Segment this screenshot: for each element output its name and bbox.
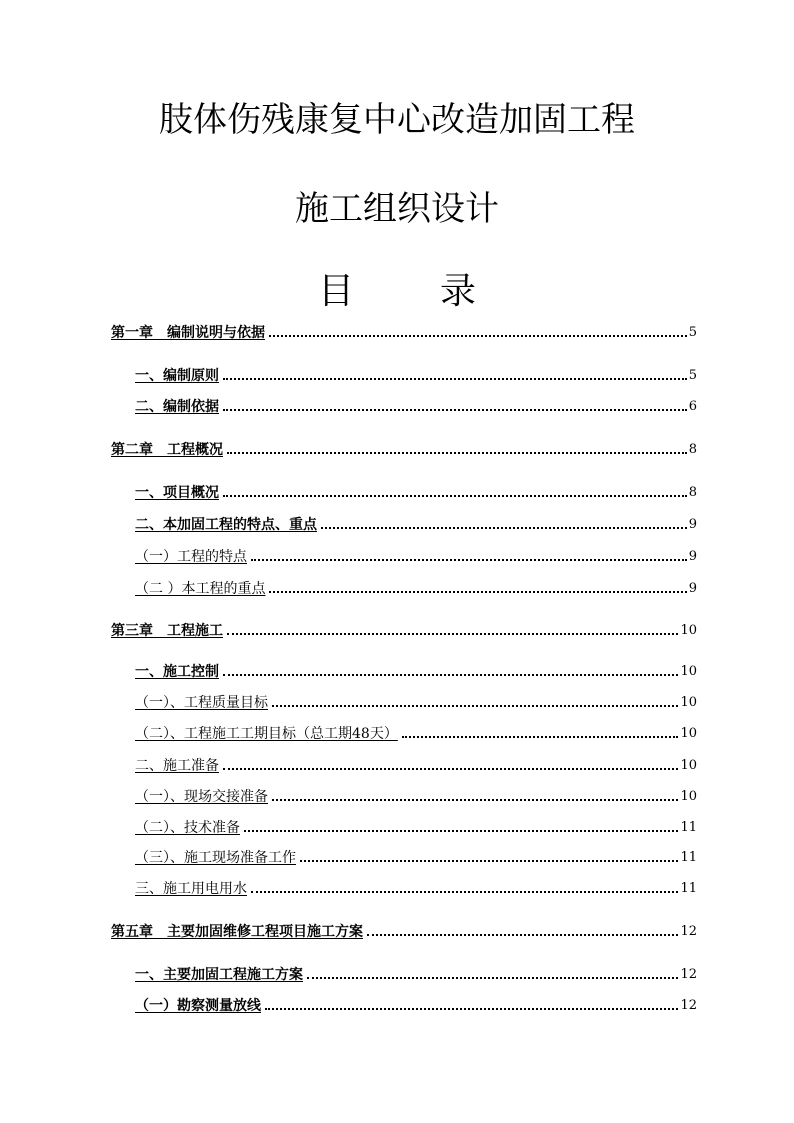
toc-entry-label: （一）工程的特点 — [135, 549, 247, 565]
toc-entry-page: 10 — [680, 695, 697, 710]
toc-entry-chapter-3[interactable] — [111, 620, 697, 640]
toc-entry-label: 三、施工用电用水 — [135, 881, 247, 897]
dot-leader — [272, 799, 678, 801]
document-title: 肢体伤残康复中心改造加固工程 — [159, 100, 635, 140]
toc-entry[interactable] — [135, 995, 697, 1015]
toc-entry[interactable] — [135, 723, 697, 743]
toc-entry-label: （一）、现场交接准备 — [135, 789, 268, 805]
toc-entry[interactable] — [135, 964, 697, 984]
dot-leader — [300, 860, 678, 862]
toc-heading-char-2: 录 — [440, 271, 477, 312]
toc-entry-page: 10 — [680, 789, 697, 804]
toc-entry-page: 10 — [680, 664, 697, 679]
toc-entry-page: 6 — [688, 399, 697, 414]
toc-entry-page: 9 — [688, 517, 697, 532]
toc-entry-page: 5 — [688, 368, 697, 383]
toc-entry[interactable] — [135, 365, 697, 385]
toc-entry-chapter-1[interactable] — [111, 322, 697, 342]
toc-entry[interactable] — [135, 878, 697, 898]
toc-entry-page: 10 — [680, 726, 697, 741]
dot-leader — [251, 559, 687, 561]
dot-leader — [251, 891, 678, 893]
dot-leader — [367, 934, 678, 936]
dot-leader — [227, 633, 678, 635]
toc-entry-label: 一、主要加固工程施工方案 — [135, 967, 303, 983]
dot-leader — [223, 674, 678, 676]
toc-entry-page: 12 — [680, 967, 697, 982]
toc-entry-page: 9 — [688, 549, 697, 564]
dot-leader — [223, 768, 678, 770]
dot-leader — [244, 830, 678, 832]
toc-entry[interactable] — [135, 755, 697, 775]
toc-entry-chapter-5[interactable] — [111, 921, 697, 941]
dot-leader — [269, 591, 686, 593]
dot-leader — [265, 1008, 678, 1010]
toc-entry-page: 11 — [680, 820, 697, 835]
toc-entry-page: 12 — [680, 924, 697, 939]
toc-entry-page: 10 — [680, 758, 697, 773]
toc-entry-page: 8 — [688, 442, 697, 457]
dot-leader — [307, 977, 678, 979]
dot-leader — [223, 409, 687, 411]
toc-entry-label: （一）、工程质量目标 — [135, 695, 268, 711]
toc-entry-page: 11 — [680, 881, 697, 896]
toc-entry-label: 一、项目概况 — [135, 485, 219, 501]
toc-entry-label: （二）、技术准备 — [135, 820, 240, 836]
toc-entry-label: （一）勘察测量放线 — [135, 998, 261, 1014]
toc-entry[interactable] — [135, 692, 697, 712]
dot-leader — [269, 335, 687, 337]
toc-entry[interactable] — [135, 786, 697, 806]
toc-entry-label: 一、施工控制 — [135, 664, 219, 680]
toc-entry-label: （二）、工程施工工期目标（总工期48天） — [135, 726, 398, 742]
toc-entry-label: （三）、施工现场准备工作 — [135, 850, 296, 866]
toc-entry-label: （二 ）本工程的重点 — [135, 581, 266, 597]
toc-entry-page: 11 — [680, 850, 697, 865]
dot-leader — [272, 705, 678, 707]
dot-leader — [227, 452, 687, 454]
toc-entry-page: 8 — [688, 485, 697, 500]
toc-entry-chapter-2[interactable] — [111, 439, 697, 459]
toc-heading — [0, 270, 794, 314]
dot-leader — [223, 495, 687, 497]
toc-entry-label: 第一章 编制说明与依据 — [111, 325, 265, 341]
toc-entry-label: 第五章 主要加固维修工程项目施工方案 — [111, 924, 363, 940]
document-subtitle: 施工组织设计 — [295, 189, 499, 229]
toc-entry-label: 二、施工准备 — [135, 758, 219, 774]
toc-entry-page: 5 — [688, 325, 697, 340]
toc-entry-label: 二、本加固工程的特点、重点 — [135, 517, 317, 533]
dot-leader — [223, 378, 687, 380]
toc-entry-label: 一、编制原则 — [135, 368, 219, 384]
toc-entry[interactable] — [135, 847, 697, 867]
toc-entry-label: 二、编制依据 — [135, 399, 219, 415]
dot-leader — [402, 736, 679, 738]
toc-entry-page: 12 — [680, 998, 697, 1013]
toc-entry[interactable] — [135, 546, 697, 566]
toc-entry[interactable] — [135, 396, 697, 416]
toc-entry-page: 9 — [688, 581, 697, 596]
toc-entry-label: 第二章 工程概况 — [111, 442, 223, 458]
dot-leader — [321, 527, 687, 529]
toc-entry[interactable] — [135, 817, 697, 837]
toc-entry[interactable] — [135, 661, 697, 681]
toc-entry-page: 10 — [680, 623, 697, 638]
toc-heading-char-1: 目 — [318, 271, 355, 312]
toc-entry[interactable] — [135, 578, 697, 598]
toc-entry-label: 第三章 工程施工 — [111, 623, 223, 639]
toc-entry[interactable] — [135, 482, 697, 502]
toc-entry[interactable] — [135, 514, 697, 534]
